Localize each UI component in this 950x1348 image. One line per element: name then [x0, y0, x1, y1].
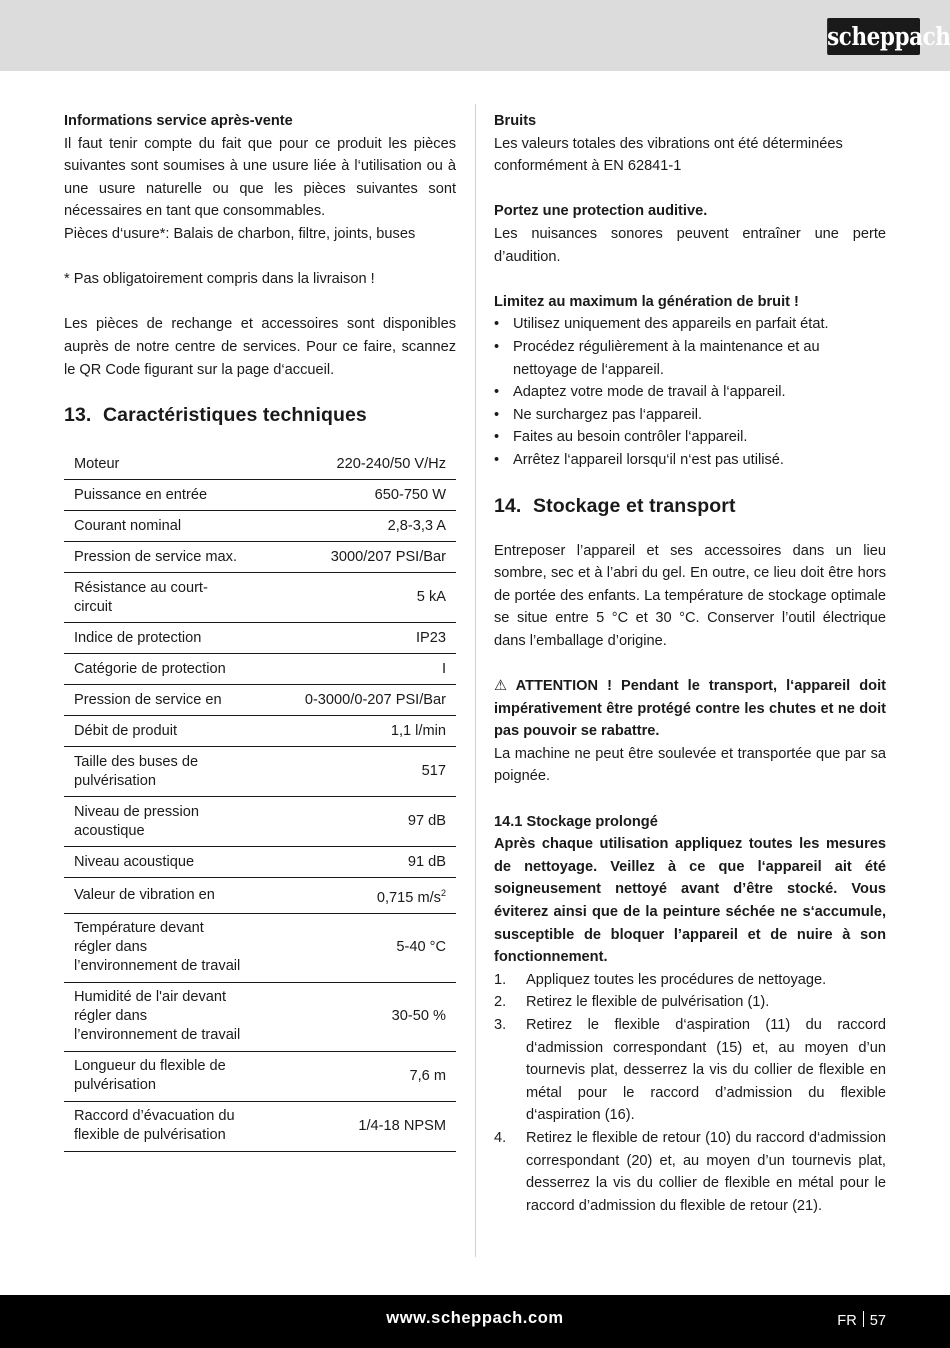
page-indicator: [837, 1311, 886, 1329]
table-row: [64, 797, 456, 847]
spec-value: 97 dB: [254, 797, 456, 847]
noise-text: Les valeurs totales des vibrations ont été déterminées conformément à EN 62841-1: [494, 135, 843, 175]
table-row: [64, 480, 456, 511]
wear-parts: Pièces d‘usure*: Balais de charbon, filtre, joints, buses: [64, 225, 416, 242]
specs-table: [64, 449, 456, 1152]
footer-bar: [0, 1295, 950, 1348]
website-link[interactable]: www.scheppach.com: [386, 1309, 564, 1327]
noise-title: Bruits: [494, 113, 537, 129]
table-row: [64, 1051, 456, 1101]
language-code: FR: [837, 1313, 857, 1329]
table-row: [64, 573, 456, 623]
list-item: • Ne surchargez pas l‘appareil.: [494, 404, 886, 427]
brand-logo: scheppach: [827, 18, 920, 55]
storage-text: Entreposer l’appareil et ses accessoires dans un lieu sombre, sec et à l’abri du gel. En outre, ce lieu doit être hors de portée des enfants. La température de stockage optimale se situe entre 5 °C et 30 °C. Conserver l’outil électrique dans l’emballage d’origine.: [494, 542, 886, 649]
service-title: Informations service après-vente: [64, 113, 293, 129]
spec-label: Niveau acoustique: [64, 847, 254, 878]
spec-label: Indice de protection: [64, 623, 254, 654]
section-title: Stockage et transport: [533, 494, 736, 517]
spec-label: Raccord d’évacuation du flexible de pulvérisation: [64, 1101, 254, 1151]
list-item: 1. Appliquez toutes les procédures de nettoyage.: [494, 971, 827, 988]
spec-value: 2,8-3,3 A: [254, 511, 456, 542]
spec-label: Courant nominal: [64, 511, 254, 542]
right-column: [494, 110, 886, 1217]
spec-value: 1,1 l/min: [254, 716, 456, 747]
table-row: [64, 511, 456, 542]
attention-bold: ⚠ ATTENTION ! Pendant le transport, l‘appareil doit impérativement être protégé contre les chutes et ne doit pas pouvoir se rabattre.: [494, 675, 886, 743]
spare-parts-text: Les pièces de rechange et accessoires sont disponibles auprès de notre centre de services. Pour ce faire, scannez le QR Code figurant sur la page d‘accueil.: [64, 316, 456, 378]
spec-label: Catégorie de protection: [64, 654, 254, 685]
spec-label: Niveau de pression acoustique: [64, 797, 254, 847]
spec-value: 30-50 %: [254, 982, 456, 1051]
footnote: * Pas obligatoirement compris dans la livraison !: [64, 271, 375, 288]
service-text: Il faut tenir compte du fait que pour ce produit les pièces suivantes sont soumises à une usure liée à l‘utilisation ou à une usure naturelle ou que les pièces suivantes sont nécessaires en tant que consommables.: [64, 135, 456, 220]
spec-label: Moteur: [64, 449, 254, 480]
spec-label: Puissance en entrée: [64, 480, 254, 511]
table-row: [64, 913, 456, 982]
table-row: [64, 542, 456, 573]
spec-value: 1/4-18 NPSM: [254, 1101, 456, 1151]
list-item: • Faites au besoin contrôler l‘appareil.: [494, 426, 886, 449]
hearing-title: Portez une protection auditive.: [494, 203, 708, 220]
section-13-heading: [64, 401, 456, 429]
table-row: [64, 716, 456, 747]
table-row: [64, 982, 456, 1051]
list-item: • Utilisez uniquement des appareils en parfait état.: [494, 313, 886, 336]
spec-label: Humidité de l'air devant régler dans l’environnement de travail: [64, 982, 254, 1051]
spec-value: 7,6 m: [254, 1051, 456, 1101]
column-divider: [475, 104, 476, 1257]
list-item: • Procédez régulièrement à la maintenance et au nettoyage de l‘appareil.: [494, 336, 886, 381]
list-item: • Adaptez votre mode de travail à l‘appareil.: [494, 381, 886, 404]
spec-value: 650-750 W: [254, 480, 456, 511]
spec-label: Pression de service max.: [64, 542, 254, 573]
spec-label: Valeur de vibration en: [64, 878, 254, 914]
steps-list: [494, 969, 886, 1218]
list-item: 2. Retirez le flexible de pulvérisation (1).: [494, 994, 770, 1011]
header-bar: [0, 0, 950, 71]
list-item: 3. Retirez le flexible d‘aspiration (11) du raccord d‘admission correspondant (15) et, au moyen d’un tournevis plat, desserrez la vis du collier de flexible en métal pour le raccord d’admission du flexible d‘aspiration (16).: [494, 1016, 886, 1124]
spec-value: 517: [254, 747, 456, 797]
table-row: [64, 847, 456, 878]
spec-value: I: [254, 654, 456, 685]
attention-text: La machine ne peut être soulevée et transportée que par sa poignée.: [494, 745, 886, 785]
long-storage-text: Après chaque utilisation appliquez toutes les mesures de nettoyage. Veillez à ce que l‘appareil ait été soigneusement nettoyé avant d’être stocké. Vous éviterez ainsi que de la peinture séchée ne s‘accumule, susceptible de bloquer l’appareil et de nuire à son fonctionnement.: [494, 836, 886, 966]
spec-label: Débit de produit: [64, 716, 254, 747]
spec-value: 3000/207 PSI/Bar: [254, 542, 456, 573]
table-row: [64, 1101, 456, 1151]
section-number: 13.: [64, 404, 92, 427]
warning-triangle-icon: ⚠: [494, 678, 508, 695]
spec-label: Résistance au court-circuit: [64, 573, 254, 623]
left-column: [64, 110, 456, 1152]
section-title: Caractéristiques techniques: [103, 404, 367, 427]
table-row: [64, 654, 456, 685]
hearing-text: Les nuisances sonores peuvent entraîner une perte d’audition.: [494, 225, 886, 265]
table-row: [64, 747, 456, 797]
spec-label: Pression de service en: [64, 685, 254, 716]
spec-value: 5-40 °C: [254, 913, 456, 982]
spec-value: 0,715 $m/s^2$: [254, 878, 456, 914]
spec-value: 91 dB: [254, 847, 456, 878]
spec-value: 0-3000/0-207 PSI/Bar: [254, 685, 456, 716]
table-row: [64, 623, 456, 654]
limit-title: Limitez au maximum la génération de bruit !: [494, 293, 799, 310]
spec-label: Taille des buses de pulvérisation: [64, 747, 254, 797]
section-number: 14.: [494, 494, 522, 517]
list-item: 4. Retirez le flexible de retour (10) du raccord d‘admission correspondant (20) et, au moyen d’un tournevis plat, desserrez la vis du collier de flexible en métal pour le raccord d’admission du flexible de retour (21).: [494, 1129, 886, 1214]
table-row: [64, 449, 456, 480]
spec-value: 220-240/50 V/Hz: [254, 449, 456, 480]
long-storage-title: 14.1 Stockage prolongé: [494, 813, 658, 830]
table-row: [64, 878, 456, 914]
table-row: [64, 685, 456, 716]
list-item: • Arrêtez l‘appareil lorsqu‘il n‘est pas utilisé.: [494, 449, 886, 472]
spec-label: Longueur du flexible de pulvérisation: [64, 1051, 254, 1101]
spec-value: IP23: [254, 623, 456, 654]
section-14-heading: [494, 492, 886, 520]
spec-label: Température devant régler dans l’environnement de travail: [64, 913, 254, 982]
spec-value: 5 kA: [254, 573, 456, 623]
limit-list: [494, 313, 886, 471]
page-number: 57: [869, 1313, 886, 1329]
